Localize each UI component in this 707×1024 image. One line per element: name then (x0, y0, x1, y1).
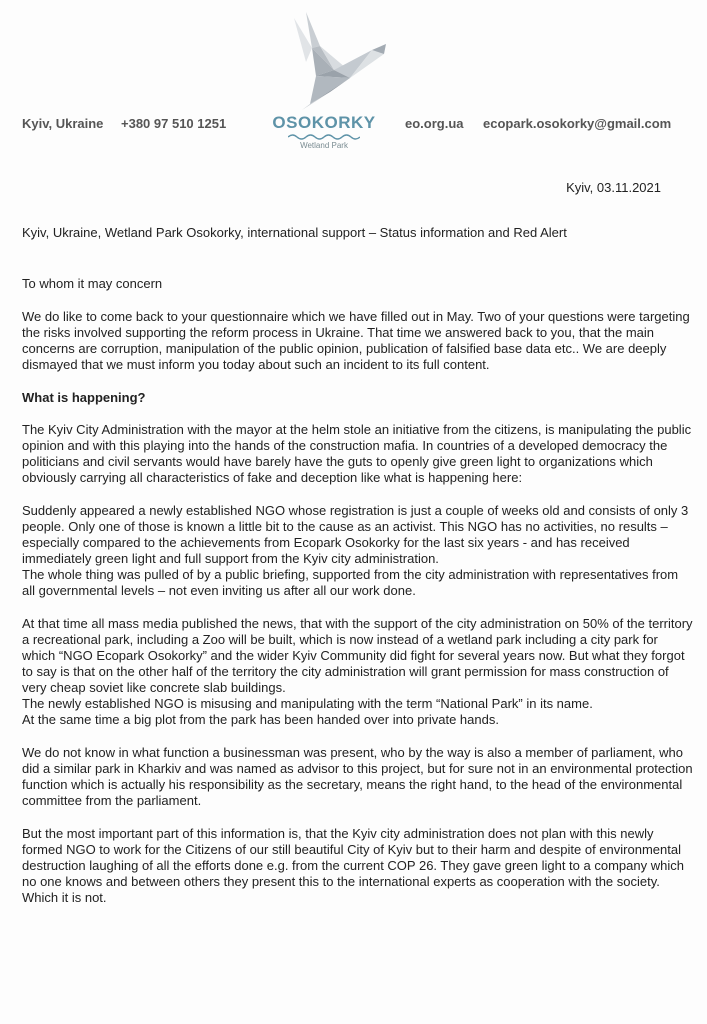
heron-icon (276, 10, 386, 112)
paragraph-4: We do not know in what function a businessman was present, who by the way is also a member of parliament, who did a similar park in Kharkiv and was named as advisor to this project, but for sure not in an environmental protection function which is actually his responsibility as the secretary, means the right hand, to the head of the environmental committee from the parliament. (22, 745, 693, 808)
logo-wordmark: OSOKORKY (272, 113, 376, 132)
letterhead-website: eo.org.ua (405, 116, 464, 131)
letter-greeting: To whom it may concern (22, 276, 163, 291)
logo-subtitle: Wetland Park (300, 141, 348, 150)
paragraph-3b: The newly established NGO is misusing and manipulating with the term “National Park” in its name. (22, 696, 593, 711)
paragraph-1: The Kyiv City Administration with the mayor at the helm stole an initiative from the citizens, is manipulating the public opinion and with this playing into the hands of the construction mafia. In countries of a developed democracy the politicians and civil servants would have barely have the guts to openly give green light to organizations which obviously carrying all characteristics of fake and deception like what is happening here: (22, 422, 692, 485)
letter-body (22, 225, 694, 923)
letter-date: Kyiv, 03.11.2021 (566, 180, 661, 195)
letterhead-phone: +380 97 510 1251 (121, 116, 227, 131)
letterhead-city: Kyiv, Ukraine (22, 116, 104, 131)
paragraph-2b: The whole thing was pulled of by a public briefing, supported from the city administration with representatives from all governmental levels – not even inviting us after all our work done. (22, 567, 679, 598)
paragraph-3a: At that time all mass media published the news, that with the support of the city administration on 50% of the territory a recreational park, including a Zoo will be built, which is now instead of a wetland park including a city park for which “NGO Ecopark Osokorky” and the wider Kyiv Community did fight for several years now. But what they forgot to say is that on the other half of the territory the city administration will grant permission for mass construction of very cheap soviet like concrete slab buildings. (22, 616, 693, 695)
osokorky-logo (262, 10, 386, 150)
waves-icon (288, 133, 360, 141)
paragraph-5: But the most important part of this information is, that the Kyiv city administration does not plan with this newly formed NGO to work for the Citizens of our still beautiful City of Kyiv but to their harm and despite of environmental destruction laughing of all the efforts done e.g. from the current COP 26. They gave green light to a company which no one knows and between others they present this to the international experts as cooperation with the society. Which it is not. (22, 826, 684, 905)
paragraph-3c: At the same time a big plot from the park has been handed over into private hands. (22, 712, 499, 727)
section-heading: What is happening? (22, 390, 146, 405)
letter-subject: Kyiv, Ukraine, Wetland Park Osokorky, international support – Status information and Red Alert (22, 225, 567, 240)
paragraph-2a: Suddenly appeared a newly established NGO whose registration is just a couple of weeks old and consists of only 3 people. Only one of those is known a little bit to the cause as an activist. This NGO has no activities, no results – especially compared to the achievements from Ecopark Osokorky for the last six years - and has received immediately green light and full support from the Kyiv city administration. (22, 503, 689, 566)
letterhead-email: ecopark.osokorky@gmail.com (483, 116, 672, 131)
paragraph-intro: We do like to come back to your questionnaire which we have filled out in May. Two of your questions were targeting the risks involved supporting the reform process in Ukraine. That time we answered back to you, that the main concerns are corruption, manipulation of the public opinion, publication of falsified base data etc.. We are deeply dismayed that we must inform you today about such an incident to its full content. (22, 309, 690, 372)
letterhead (0, 0, 707, 160)
